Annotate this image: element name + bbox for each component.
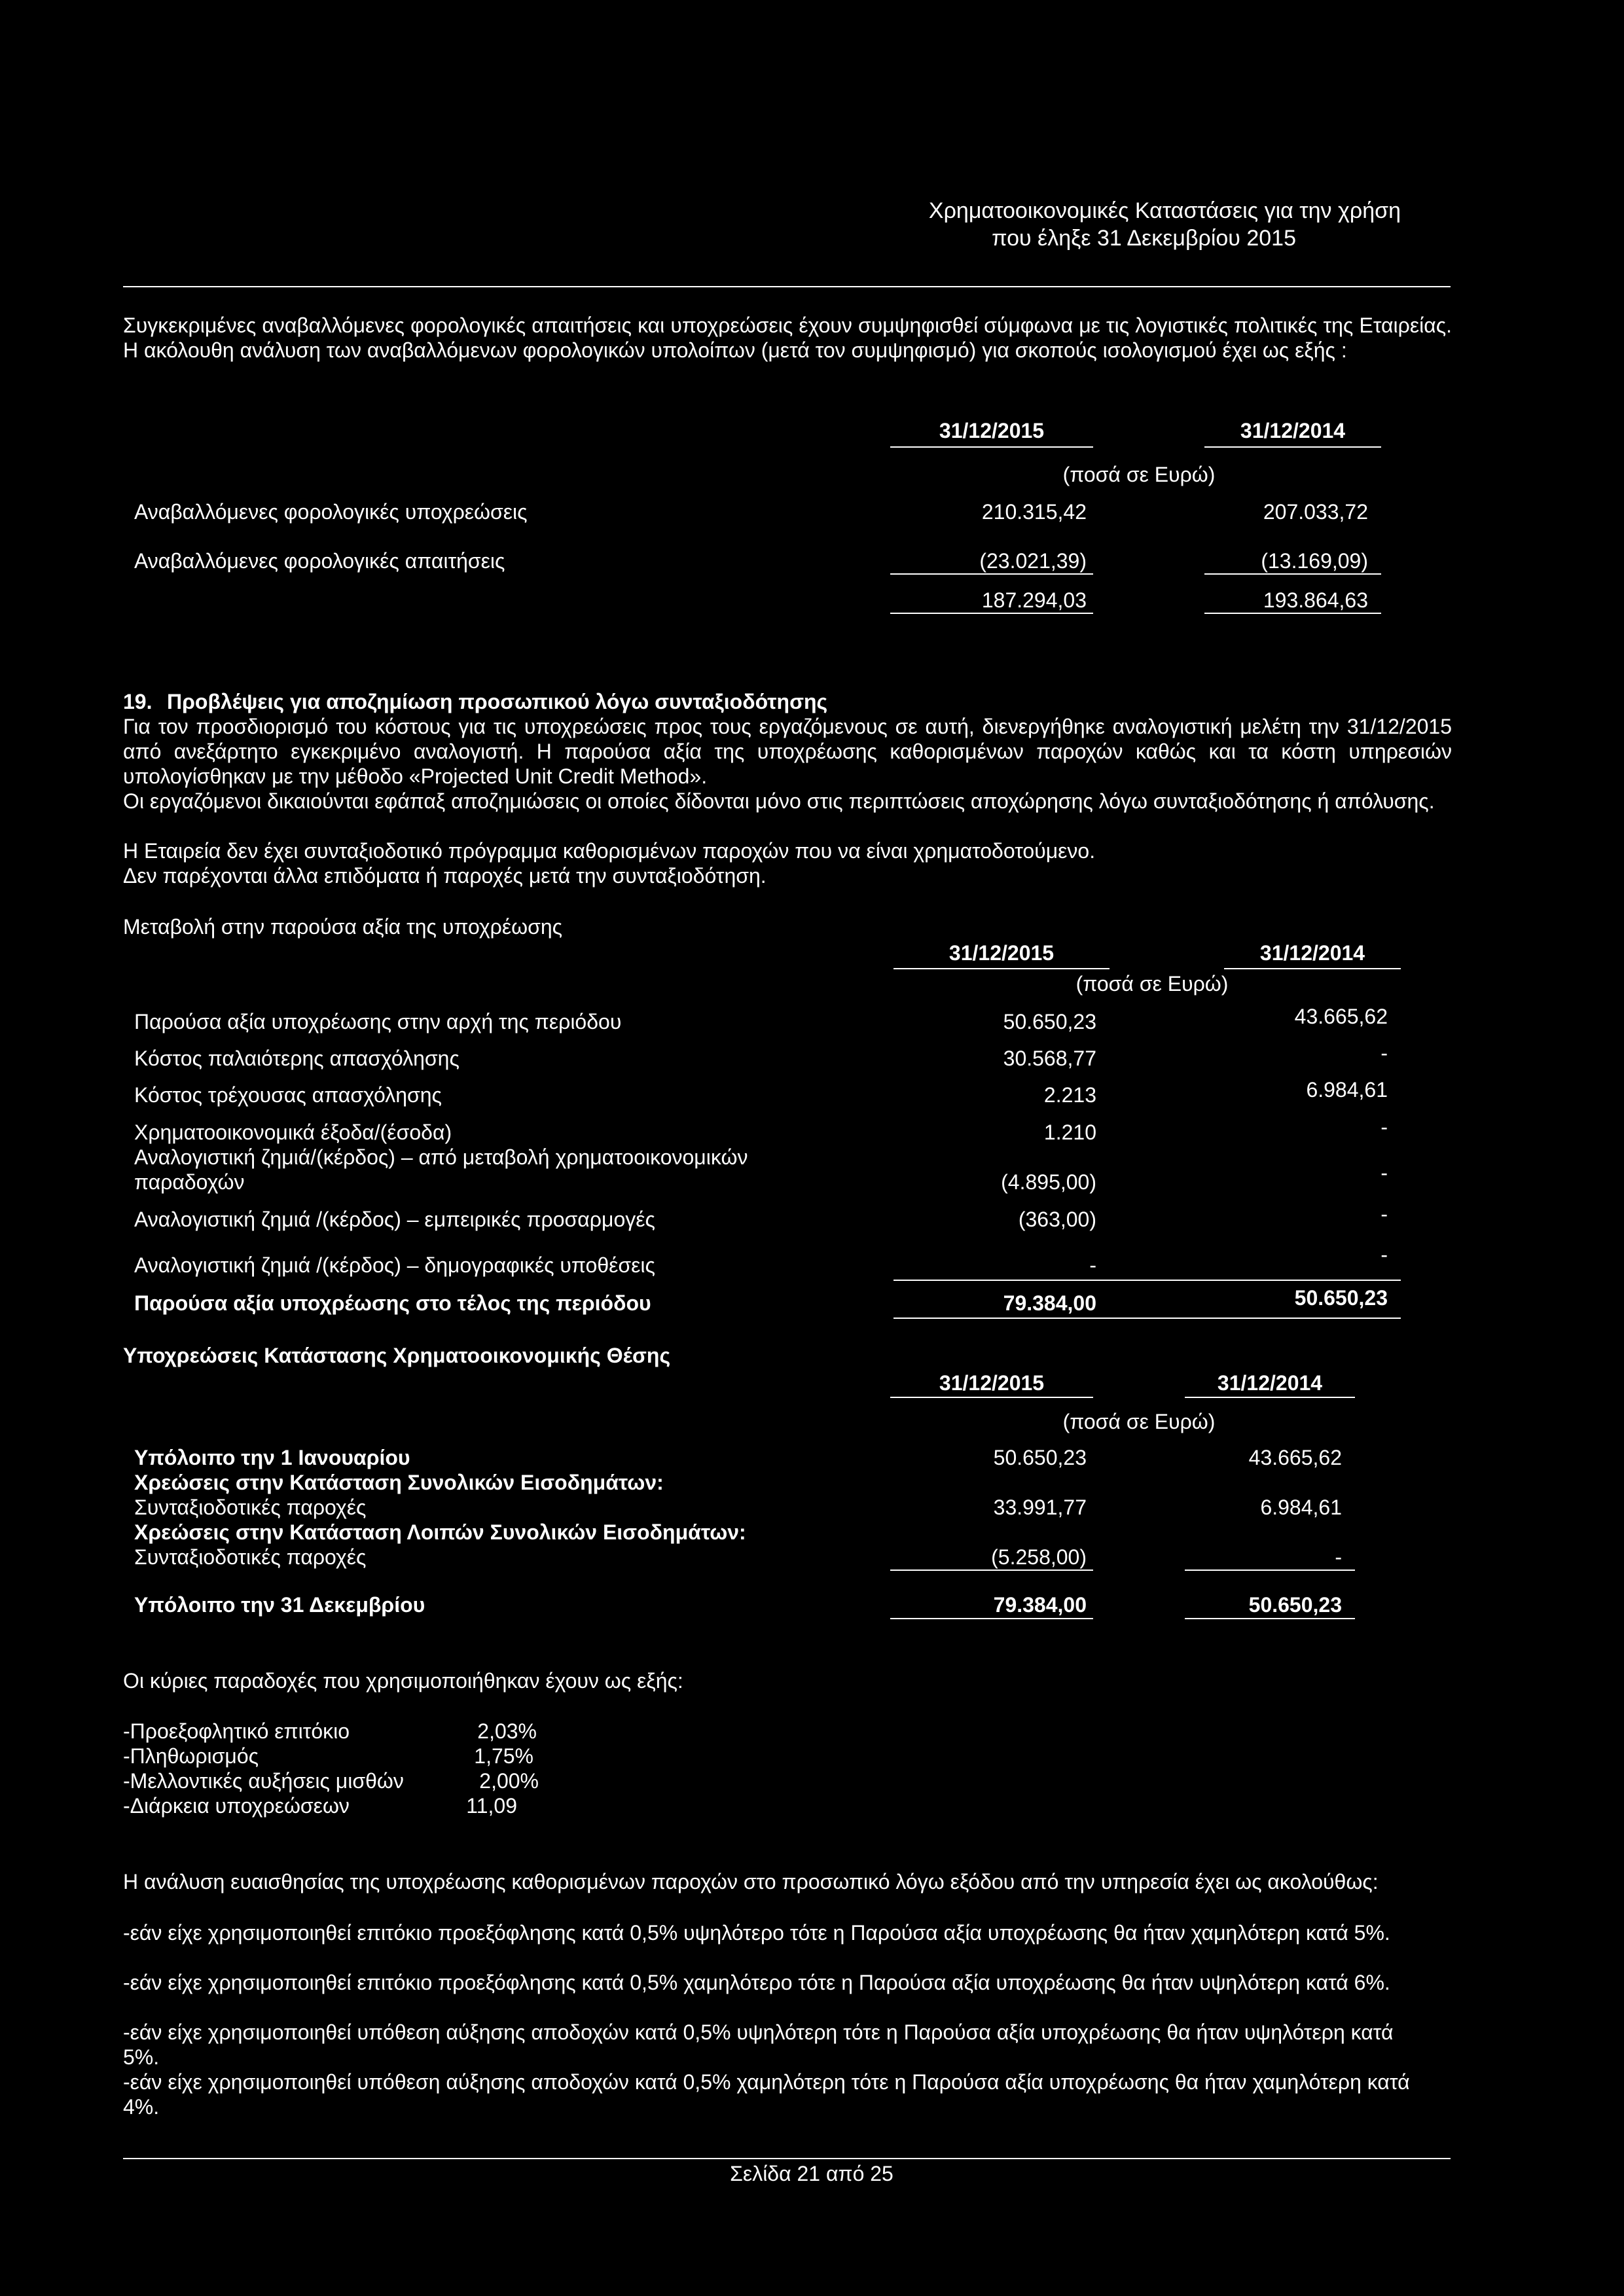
footer-rule — [123, 2158, 1451, 2159]
liab-pl-2014: 6.984,61 — [1260, 1496, 1342, 1519]
dt-subtotal-rule-2015 — [890, 573, 1093, 575]
ob-col-2014: 31/12/2014 — [1259, 941, 1365, 965]
dt-row-label: Αναβαλλόμενες φορολογικές υποχρεώσεις — [134, 500, 528, 524]
assumption-value: 2,00% — [479, 1769, 539, 1793]
ob-row-value-2014: - — [1380, 1041, 1388, 1065]
dt-col-2014: 31/12/2014 — [1240, 419, 1346, 442]
liab-opening-2015: 50.650,23 — [993, 1446, 1087, 1469]
liab-oci-label: Συνταξιοδοτικές παροχές — [134, 1545, 367, 1569]
liab-col-rule-2014 — [1185, 1397, 1355, 1398]
dt-col-rule-2014 — [1204, 446, 1381, 448]
dt-total-2014: 193.864,63 — [1263, 588, 1368, 612]
section-paragraph-4: Δεν παρέχονται άλλα επιδόματα ή παροχές μετά την συνταξιοδότηση. — [123, 864, 767, 888]
obligation-heading: Μεταβολή στην παρούσα αξία της υποχρέωσης — [123, 915, 563, 939]
dt-row-label: Αναβαλλόμενες φορολογικές απαιτήσεις — [134, 549, 505, 573]
ob-row-label: Κόστος τρέχουσας απασχόλησης — [134, 1083, 442, 1107]
header-rule — [123, 286, 1451, 287]
liab-closing-2015: 79.384,00 — [993, 1593, 1087, 1617]
ob-subtotal-rule — [893, 1280, 1401, 1281]
ob-row-value-2014: - — [1380, 1202, 1388, 1226]
assumption-value: 2,03% — [477, 1719, 537, 1743]
assumption-label: -Προεξοφλητικό επιτόκιο — [123, 1719, 350, 1743]
dt-total-rule-2015 — [890, 613, 1093, 614]
sensitivity-item: -εάν είχε χρησιμοποιηθεί υπόθεση αύξησης αποδοχών κατά 0,5% χαμηλότερη τότε η Παρούσα αξία υποχρέωσης θα ήταν χαμηλότερη κατά 4%. — [123, 2070, 1410, 2119]
liab-total-rule-2014 — [1185, 1618, 1355, 1619]
liab-oci-2014: - — [1335, 1545, 1342, 1569]
ob-row-value-2014: 6.984,61 — [1306, 1078, 1388, 1102]
ob-row-label: Παρούσα αξία υποχρέωσης στην αρχή της περιόδου — [134, 1010, 622, 1033]
ob-row-value-2014: - — [1380, 1115, 1388, 1139]
assumptions-heading: Οι κύριες παραδοχές που χρησιμοποιήθηκαν έχουν ως εξής: — [123, 1669, 683, 1693]
report-period: που έληξε 31 Δεκεμβρίου 2015 — [992, 226, 1296, 251]
ob-col-2015: 31/12/2015 — [948, 941, 1055, 965]
ob-row-value-2014: - — [1380, 1161, 1388, 1185]
report-title: Χρηματοοικονομικές Καταστάσεις για την χρήση — [928, 198, 1401, 223]
dt-col-2015: 31/12/2015 — [939, 419, 1045, 442]
sensitivity-item: -εάν είχε χρησιμοποιηθεί επιτόκιο προεξόφλησης κατά 0,5% υψηλότερο τότε η Παρούσα αξία υποχρέωσης θα ήταν χαμηλότερη κατά 5%. — [123, 1921, 1390, 1945]
ob-row-value-2014: 43.665,62 — [1294, 1005, 1388, 1028]
section-title: Προβλέψεις για αποζημίωση προσωπικού λόγω συνταξιοδότησης — [167, 690, 828, 713]
deferred-tax-intro: Συγκεκριμένες αναβαλλόμενες φορολογικές απαιτήσεις και υποχρεώσεις έχουν συμψηφισθεί σύμφωνα με τις λογιστικές πολιτικές της Εταιρείας. Η ακόλουθη ανάλυση των αναβαλλόμενων φορολογικών υπολοίπων (μετά τον συμψηφισμό) για σκοπούς ισολογισμού έχει ως εξής : — [123, 314, 1452, 362]
dt-unit: (ποσά σε Ευρώ) — [1062, 463, 1216, 486]
dt-row-value-2014: 207.033,72 — [1263, 500, 1368, 524]
dt-row-value-2015: 210.315,42 — [981, 500, 1087, 524]
liabilities-heading: Υποχρεώσεις Κατάστασης Χρηματοοικονομικής Θέσης — [123, 1344, 671, 1367]
liab-total-rule-2015 — [890, 1618, 1093, 1619]
ob-row-label: Αναλογιστική ζημιά /(κέρδος) – δημογραφικές υποθέσεις — [134, 1253, 655, 1277]
liab-opening-2014: 43.665,62 — [1248, 1446, 1342, 1469]
ob-row-label-cont: παραδοχών — [134, 1170, 245, 1194]
ob-row-value-2015: - — [1089, 1253, 1096, 1277]
dt-total-2015: 187.294,03 — [981, 588, 1087, 612]
section-paragraph-3: Η Εταιρεία δεν έχει συνταξιοδοτικό πρόγραμμα καθορισμένων παροχών που να είναι χρηματοδοτούμενο. — [123, 839, 1096, 863]
liab-col-2014: 31/12/2014 — [1217, 1371, 1323, 1395]
ob-total-2014: 50.650,23 — [1294, 1286, 1388, 1310]
ob-col-rule-2015 — [893, 968, 1110, 969]
ob-unit: (ποσά σε Ευρώ) — [1075, 972, 1229, 996]
ob-total-2015: 79.384,00 — [1003, 1291, 1096, 1315]
liab-opening-label: Υπόλοιπο την 1 Ιανουαρίου — [134, 1446, 410, 1469]
liab-unit: (ποσά σε Ευρώ) — [1062, 1410, 1216, 1433]
section-paragraph-2: Οι εργαζόμενοι δικαιούνται εφάπαξ αποζημιώσεις οι οποίες δίδονται μόνο στις περιπτώσεις αποχώρησης λόγω συνταξιοδότησης ή απόλυσης. — [123, 789, 1435, 813]
dt-row-value-2015: (23.021,39) — [979, 549, 1087, 573]
ob-col-rule-2014 — [1224, 968, 1401, 969]
assumption-label: -Διάρκεια υποχρεώσεων — [123, 1794, 350, 1818]
ob-row-label: Αναλογιστική ζημιά/(κέρδος) – από μεταβολή χρηματοοικονομικών — [134, 1145, 748, 1169]
section-number: 19. — [123, 690, 153, 713]
ob-total-label: Παρούσα αξία υποχρέωσης στο τέλος της περιόδου — [134, 1291, 651, 1315]
ob-row-label: Χρηματοοικονομικά έξοδα/(έσοδα) — [134, 1121, 452, 1144]
ob-row-value-2015: (4.895,00) — [1001, 1170, 1096, 1194]
liab-closing-2014: 50.650,23 — [1248, 1593, 1342, 1617]
liab-col-2015: 31/12/2015 — [939, 1371, 1045, 1395]
dt-total-rule-2014 — [1204, 613, 1381, 614]
liab-oci-2015: (5.258,00) — [991, 1545, 1087, 1569]
dt-subtotal-rule-2014 — [1204, 573, 1381, 575]
ob-row-value-2015: 50.650,23 — [1003, 1010, 1096, 1033]
dt-row-value-2014: (13.169,09) — [1261, 549, 1368, 573]
sensitivity-heading: Η ανάλυση ευαισθησίας της υποχρέωσης καθορισμένων παροχών στο προσωπικό λόγω εξόδου από την υπηρεσία έχει ως ακολούθως: — [123, 1870, 1379, 1893]
ob-row-label: Αναλογιστική ζημιά /(κέρδος) – εμπειρικές προσαρμογές — [134, 1208, 655, 1231]
ob-row-value-2015: 30.568,77 — [1003, 1047, 1096, 1070]
assumption-value: 11,09 — [466, 1794, 517, 1818]
ob-row-label: Κόστος παλαιότερης απασχόλησης — [134, 1047, 460, 1070]
assumption-label: -Μελλοντικές αυξήσεις μισθών — [123, 1769, 404, 1793]
assumption-value: 1,75% — [474, 1744, 533, 1768]
ob-row-value-2015: 1.210 — [1043, 1121, 1096, 1144]
ob-total-rule — [893, 1318, 1401, 1319]
page-number: Σελίδα 21 από 25 — [730, 2162, 893, 2185]
section-paragraph-1: Για τον προσδιορισμό του κόστους για τις υποχρεώσεις προς τους εργαζόμενους σε αυτή, διενεργήθηκε αναλογιστική μελέτη την 31/12/2015 από ανεξάρτητο εγκεκριμένο αναλογιστή. Η παρούσα αξία της υποχρέωσης καθορισμένων παροχών καθώς και τα κόστη υπηρεσιών υπολογίσθηκαν με την μέθοδο «Projected Unit Credit Method». — [123, 715, 1452, 788]
dt-col-rule-2015 — [890, 446, 1093, 448]
ob-row-value-2015: 2.213 — [1043, 1083, 1096, 1107]
liab-oci-heading: Χρεώσεις στην Κατάσταση Λοιπών Συνολικών Εισοδημάτων: — [134, 1520, 746, 1544]
liab-subtotal-rule-2014 — [1185, 1570, 1355, 1571]
ob-row-value-2014: - — [1380, 1243, 1388, 1266]
liab-pl-label: Συνταξιοδοτικές παροχές — [134, 1496, 367, 1519]
liab-col-rule-2015 — [890, 1397, 1093, 1398]
liab-subtotal-rule-2015 — [890, 1570, 1093, 1571]
sensitivity-item: -εάν είχε χρησιμοποιηθεί επιτόκιο προεξόφλησης κατά 0,5% χαμηλότερο τότε η Παρούσα αξία υποχρέωσης θα ήταν υψηλότερη κατά 6%. — [123, 1971, 1390, 1994]
liab-pl-2015: 33.991,77 — [993, 1496, 1087, 1519]
assumption-label: -Πληθωρισμός — [123, 1744, 259, 1768]
liab-pl-heading: Χρεώσεις στην Κατάσταση Συνολικών Εισοδημάτων: — [134, 1471, 664, 1494]
ob-row-value-2015: (363,00) — [1018, 1208, 1096, 1231]
liab-closing-label: Υπόλοιπο την 31 Δεκεμβρίου — [134, 1593, 425, 1617]
sensitivity-item: -εάν είχε χρησιμοποιηθεί υπόθεση αύξησης αποδοχών κατά 0,5% υψηλότερη τότε η Παρούσα αξία υποχρέωσης θα ήταν υψηλότερη κατά 5%. — [123, 2020, 1394, 2069]
